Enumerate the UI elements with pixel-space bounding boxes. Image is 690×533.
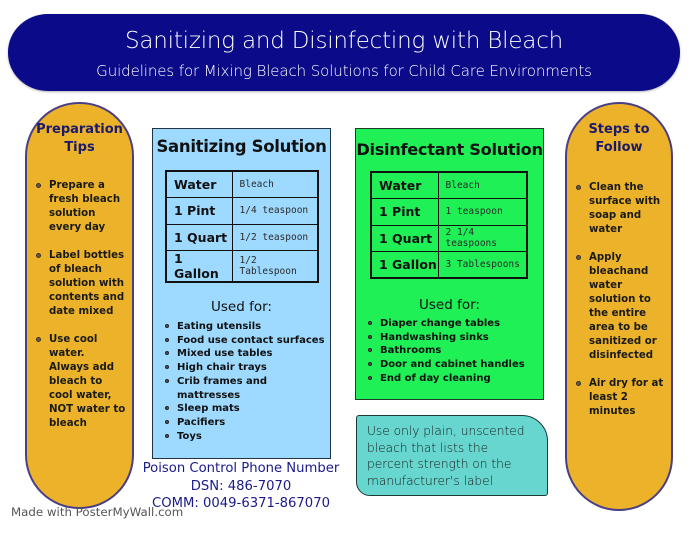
list-item bbox=[163, 361, 328, 375]
bullet-icon bbox=[368, 335, 372, 339]
sanitizing-solution-title: Sanitizing Solution bbox=[156, 137, 327, 156]
list-item-text: Door and cabinet handles bbox=[380, 359, 525, 371]
page-title: Sanitizing and Disinfecting with Bleach bbox=[124, 28, 564, 54]
tip-line: Label bottles bbox=[49, 250, 125, 261]
list-item-text: mattresses bbox=[177, 389, 241, 401]
bullet-icon bbox=[576, 381, 581, 386]
bullet-icon bbox=[368, 376, 372, 380]
tip-line: NOT water to bbox=[49, 404, 126, 415]
note-line: bleach that lists the bbox=[367, 440, 489, 455]
bleach-cell: Bleach bbox=[438, 172, 527, 199]
list-item bbox=[163, 430, 328, 444]
sanitizing-used-for-list bbox=[163, 320, 328, 443]
tip-line: Prepare a bbox=[49, 180, 105, 191]
tip-line: solution with bbox=[49, 278, 124, 289]
steps-title bbox=[567, 121, 671, 157]
bullet-icon bbox=[165, 351, 169, 355]
preparation-tip-item bbox=[36, 249, 132, 319]
list-item bbox=[163, 347, 328, 361]
step-item bbox=[576, 181, 672, 237]
step-line: the entire bbox=[589, 308, 647, 319]
water-cell: 1 Pint bbox=[371, 199, 438, 226]
tip-line: every day bbox=[49, 222, 106, 233]
note-line: manufacturer's label bbox=[367, 473, 494, 488]
step-line: water bbox=[589, 224, 623, 235]
list-item bbox=[163, 402, 328, 416]
step-line: soap and bbox=[589, 210, 642, 221]
bleach-cell: 3 Tablespoons bbox=[438, 252, 527, 279]
bullet-icon bbox=[576, 185, 581, 190]
bullet-icon bbox=[36, 337, 41, 342]
bullet-icon bbox=[36, 253, 41, 258]
disinfectant-used-for-list bbox=[366, 317, 541, 386]
list-item-text: Bathrooms bbox=[380, 345, 442, 357]
bullet-icon bbox=[368, 362, 372, 366]
bullet-icon bbox=[165, 406, 169, 410]
sanitizing-solution-panel bbox=[152, 128, 331, 459]
list-item bbox=[366, 358, 541, 372]
steps-to-follow-panel bbox=[565, 102, 673, 511]
preparation-tips-title-line2: Tips bbox=[64, 140, 95, 155]
step-line: bleachand bbox=[589, 266, 649, 277]
list-item bbox=[366, 317, 541, 331]
table-row bbox=[166, 198, 318, 225]
table-row bbox=[166, 251, 318, 283]
list-item-text: Crib frames and bbox=[177, 375, 268, 387]
water-cell: Water bbox=[166, 171, 232, 198]
sanitizing-used-for-title: Used for: bbox=[211, 299, 272, 315]
table-row bbox=[371, 225, 527, 252]
bleach-cell: 1/4 teaspoon bbox=[232, 198, 318, 225]
steps-title-line2: Follow bbox=[595, 140, 643, 155]
step-line: Apply bbox=[589, 252, 622, 263]
poison-control-comm: COMM: 0049-6371-867070 bbox=[152, 496, 330, 511]
list-item-text: End of day cleaning bbox=[380, 372, 491, 384]
tip-line: cool water, bbox=[49, 390, 112, 401]
list-item-text: Sleep mats bbox=[177, 403, 240, 415]
list-item bbox=[366, 372, 541, 386]
list-item-text: Food use contact surfaces bbox=[177, 334, 325, 346]
bullet-icon bbox=[165, 379, 169, 383]
tip-line: solution bbox=[49, 208, 96, 219]
preparation-tips-list bbox=[36, 179, 132, 431]
bullet-icon bbox=[36, 183, 41, 188]
step-line: surface with bbox=[589, 196, 661, 207]
tip-line: bleach to bbox=[49, 376, 103, 387]
list-item bbox=[163, 334, 328, 348]
bullet-icon bbox=[165, 365, 169, 369]
bleach-cell: 1 teaspoon bbox=[438, 199, 527, 226]
page-subtitle: Guidelines for Mixing Bleach Solutions for Child Care Environments bbox=[96, 62, 592, 80]
bullet-icon bbox=[165, 338, 169, 342]
tip-line: date mixed bbox=[49, 306, 114, 317]
sanitizing-mix-table bbox=[165, 170, 319, 283]
water-cell: 1 Gallon bbox=[166, 251, 232, 283]
list-item bbox=[163, 320, 328, 334]
tip-line: contents and bbox=[49, 292, 125, 303]
bullet-icon bbox=[165, 420, 169, 424]
step-line: solution to bbox=[589, 294, 651, 305]
step-line: minutes bbox=[589, 406, 636, 417]
step-line: Clean the bbox=[589, 182, 644, 193]
disinfectant-solution-title: Disinfectant Solution bbox=[356, 140, 543, 159]
poison-control-dsn: DSN: 486-7070 bbox=[190, 478, 292, 494]
step-line: area to be bbox=[589, 322, 648, 333]
tip-line: bleach bbox=[49, 418, 87, 429]
tip-line: fresh bleach bbox=[49, 194, 121, 205]
water-cell: 1 Pint bbox=[166, 198, 232, 225]
bleach-cell: 1/2 Tablespoon bbox=[232, 251, 318, 283]
list-item-text: Mixed use tables bbox=[177, 348, 273, 360]
step-item bbox=[576, 377, 672, 419]
bullet-icon bbox=[368, 348, 372, 352]
disinfectant-used-for-title: Used for: bbox=[419, 297, 480, 313]
tip-line: Use cool bbox=[49, 334, 98, 345]
bleach-cell: Bleach bbox=[232, 171, 318, 198]
water-cell: Water bbox=[371, 172, 438, 199]
step-line: Air dry for at bbox=[589, 378, 664, 389]
bleach-note bbox=[356, 415, 548, 496]
disinfectant-mix-table bbox=[370, 171, 528, 279]
step-line: least 2 bbox=[589, 392, 628, 403]
note-line: percent strength on the bbox=[367, 457, 512, 471]
list-item-text: Diaper change tables bbox=[380, 318, 501, 329]
tip-line: water. bbox=[49, 348, 85, 359]
preparation-tip-item bbox=[36, 179, 132, 235]
preparation-tip-item bbox=[36, 333, 132, 431]
tip-line: Always add bbox=[49, 362, 115, 373]
table-row bbox=[371, 199, 527, 226]
list-item-text: Eating utensils bbox=[177, 321, 262, 332]
water-cell: 1 Quart bbox=[166, 224, 232, 251]
bullet-icon bbox=[165, 434, 169, 438]
preparation-tips-title-line1: Preparation bbox=[36, 122, 123, 137]
table-row bbox=[166, 171, 318, 198]
list-item-text: Pacifiers bbox=[177, 416, 226, 428]
poison-control-label: Poison Control Phone Number bbox=[142, 461, 340, 476]
list-item-text: High chair trays bbox=[177, 362, 267, 374]
list-item bbox=[163, 375, 328, 402]
steps-title-line1: Steps to bbox=[588, 122, 650, 137]
table-row bbox=[371, 252, 527, 279]
list-item-text: Handwashing sinks bbox=[380, 331, 489, 343]
bullet-icon bbox=[368, 321, 372, 325]
water-cell: 1 Quart bbox=[371, 225, 438, 252]
list-item bbox=[163, 416, 328, 430]
step-line: sanitized or bbox=[589, 336, 657, 347]
step-line: water bbox=[589, 280, 623, 291]
table-row bbox=[166, 224, 318, 251]
header-banner bbox=[8, 14, 680, 91]
list-item bbox=[366, 344, 541, 358]
tip-line: of bleach bbox=[49, 264, 102, 275]
bullet-icon bbox=[165, 324, 169, 328]
disinfectant-solution-panel bbox=[355, 128, 544, 400]
list-item-text: Toys bbox=[177, 430, 202, 442]
step-line: disinfected bbox=[589, 350, 654, 361]
step-item bbox=[576, 251, 672, 363]
water-cell: 1 Gallon bbox=[371, 252, 438, 279]
bleach-cell: 2 1/4 teaspoons bbox=[438, 225, 527, 252]
list-item bbox=[366, 331, 541, 345]
bullet-icon bbox=[576, 255, 581, 260]
preparation-tips-title bbox=[27, 121, 132, 157]
note-line: Use only plain, unscented bbox=[367, 424, 525, 438]
table-row bbox=[371, 172, 527, 199]
steps-list bbox=[576, 181, 672, 419]
bleach-cell: 1/2 teaspoon bbox=[232, 224, 318, 251]
preparation-tips-panel bbox=[25, 102, 134, 509]
watermark: Made with PosterMyWall.com bbox=[11, 505, 184, 519]
